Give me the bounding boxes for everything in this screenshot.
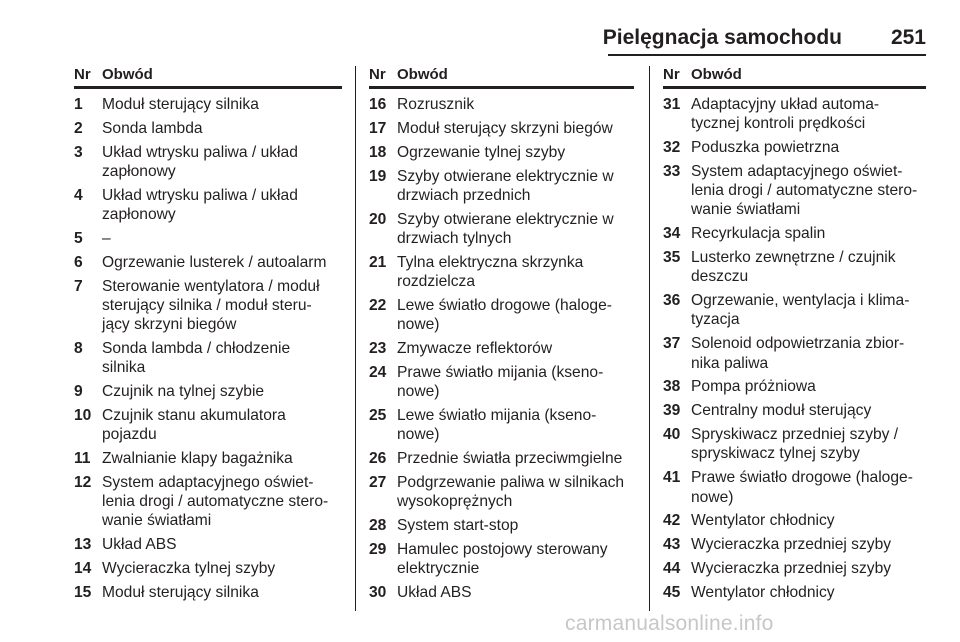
fuse-circuit-text: nowe) [397,316,440,334]
fuse-circuit-text: Spryskiwacz przedniej szyby / [691,426,899,444]
fuse-column-1 [74,66,342,602]
fuse-circuit-text: Rozrusznik [397,96,475,113]
fuse-list [369,95,634,602]
fuse-circuit-text: Szyby otwierane elektrycznie w [397,210,614,228]
fuse-circuit-text: Przednie światła przeciwmgielne [397,450,623,468]
fuse-circuit-text: tycznej kontroli prędkości [691,115,866,133]
watermark: carmanualsonline.info [565,612,774,635]
fuse-row [74,535,342,554]
fuse-row [74,95,342,114]
fuse-circuit-text: Ogrzewanie, wentylacja i klima- [691,292,910,310]
fuse-circuit-text: Solenoid odpowietrzania zbior- [691,335,905,353]
fuse-number: 23 [369,340,387,358]
fuse-circuit-text: rozdzielcza [397,273,475,291]
fuse-row [74,186,342,224]
fuse-row [74,253,342,272]
fuse-circuit-text: Lewe światło mijania (kseno- [397,407,597,425]
fuse-row [369,473,634,511]
fuse-number: 16 [369,96,387,113]
fuse-number: 36 [663,292,681,310]
fuse-number: 4 [74,186,83,204]
fuse-row [663,583,926,602]
fuse-circuit-text: wanie światłami [102,512,212,530]
fuse-row [663,468,926,506]
fuse-number: 37 [663,335,681,353]
fuse-number: 22 [369,296,387,314]
fuse-row [74,583,342,602]
page-header [0,22,926,60]
fuse-circuit-text: Sonda lambda / chłodzenie [102,340,291,358]
fuse-row [663,224,926,243]
fuse-number: 7 [74,277,83,295]
fuse-number: 12 [74,474,92,492]
fuse-circuit-text: Moduł sterujący silnika [102,96,259,113]
fuse-circuit-text: Recyrkulacja spalin [691,225,826,243]
fuse-number: 10 [74,407,92,425]
fuse-number: 8 [74,340,83,358]
fuse-number: 2 [74,119,83,137]
fuse-circuit-text: silnika [102,359,146,377]
fuse-circuit-text: spryskiwacz tylnej szyby [691,445,860,463]
fuse-circuit-text: nowe) [397,383,440,401]
fuse-circuit-text: Zmywacze reflektorów [397,340,553,358]
fuse-row [663,162,926,220]
fuse-row [369,363,634,401]
fuse-row [74,449,342,468]
fuse-number: 32 [663,139,681,157]
fuse-circuit-text: Wentylator chłodnicy [691,584,835,602]
fuse-circuit-text: Sterowanie wentylatora / moduł [102,277,320,295]
fuse-circuit-text: Ogrzewanie tylnej szyby [397,143,566,161]
fuse-circuit-text: Lusterko zewnętrzne / czujnik [691,249,896,267]
fuse-row [369,210,634,248]
fuse-number: 43 [663,536,681,554]
fuse-number: 5 [74,229,83,247]
fuse-circuit-text: pojazdu [102,426,157,444]
column-header-nr: Nr [663,66,680,83]
fuse-circuit-text: Prawe światło mijania (kseno- [397,363,604,381]
fuse-number: 28 [369,517,387,535]
fuse-row [369,583,634,602]
fuse-number: 42 [663,512,681,530]
fuse-circuit-text: Pompa próżniowa [691,378,816,396]
page-title: Pielęgnacja samochodu [602,26,842,49]
fuse-circuit-text: tyzacja [691,311,740,329]
fuse-row [74,143,342,181]
fuse-circuit-text: Hamulec postojowy sterowany [397,541,608,558]
fuse-circuit-text: Tylna elektryczna skrzynka [397,253,584,271]
fuse-number: 39 [663,402,681,420]
column-header-nr: Nr [74,66,91,83]
fuse-circuit-text: Czujnik na tylnej szybie [102,383,265,401]
fuse-circuit-text: Układ ABS [397,584,472,602]
fuse-row [663,559,926,578]
column-header-circuit: Obwód [691,66,742,83]
fuse-row [663,334,926,372]
page-number: 251 [890,26,926,49]
fuse-number: 6 [74,253,83,271]
fuse-number: 3 [74,143,83,161]
fuse-row [369,540,634,578]
fuse-row [369,296,634,334]
column-header [74,66,342,89]
fuse-row [369,119,634,138]
fuse-number: 25 [369,407,387,425]
fuse-number: 14 [74,560,92,578]
fuse-circuit-text: wanie światłami [691,201,801,219]
fuse-row [369,253,634,291]
fuse-number: 15 [74,584,92,602]
fuse-circuit-text: nowe) [691,488,734,506]
fuse-circuit-text: Lewe światło drogowe (haloge- [397,296,612,314]
fuse-circuit-text: Czujnik stanu akumulatora [102,407,286,425]
fuse-circuit-text: lenia drogi / automatyczne stero- [102,493,329,511]
fuse-list [663,95,926,602]
fuse-number: 27 [369,474,387,492]
fuse-row [74,277,342,335]
fuse-number: 18 [369,143,387,161]
fuse-number: 30 [369,584,387,602]
fuse-circuit-text: Układ wtrysku paliwa / układ [102,186,298,204]
fuse-number: 13 [74,536,92,554]
fuse-number: 29 [369,541,387,558]
fuse-row [663,401,926,420]
column-header [369,66,634,89]
fuse-number: 40 [663,426,681,444]
column-header-circuit: Obwód [397,66,448,83]
fuse-number: 19 [369,167,387,185]
fuse-circuit-text: System adaptacyjnego oświet- [691,162,903,180]
fuse-circuit-text: Centralny moduł sterujący [691,402,872,420]
column-header-nr: Nr [369,66,386,83]
fuse-circuit-text: drzwiach przednich [397,186,531,204]
fuse-row [663,535,926,554]
fuse-circuit-text: System adaptacyjnego oświet- [102,474,314,492]
fuse-circuit-text: wysokoprężnych [397,493,513,511]
fuse-number: 44 [663,560,681,578]
fuse-row [74,229,342,248]
fuse-circuit-text: lenia drogi / automatyczne stero- [691,182,918,200]
fuse-number: 34 [663,225,681,243]
fuse-number: 41 [663,469,681,487]
fuse-number: 31 [663,96,681,113]
fuse-circuit-text: Wentylator chłodnicy [691,512,835,530]
fuse-circuit-text: jący skrzyni biegów [102,316,237,334]
fuse-row [369,406,634,444]
fuse-row [369,143,634,162]
fuse-row [663,511,926,530]
fuse-number: 20 [369,210,387,228]
fuse-circuit-text: sterujący silnika / moduł steru- [102,296,312,314]
column-divider [649,66,650,611]
fuse-number: 38 [663,378,681,396]
fuse-row [663,291,926,329]
fuse-list [74,95,342,602]
fuse-row [74,339,342,377]
fuse-number: 26 [369,450,387,468]
fuse-circuit-text: Podgrzewanie paliwa w silnikach [397,474,625,492]
fuse-number: 11 [74,450,91,468]
fuse-row [74,119,342,138]
fuse-row [74,473,342,531]
fuse-number: 1 [74,96,83,113]
fuse-row [663,248,926,286]
fuse-number: 45 [663,584,681,602]
fuse-row [663,138,926,157]
fuse-circuit-text: drzwiach tylnych [397,229,512,247]
header-rule [608,54,926,56]
fuse-circuit-text: nowe) [397,426,440,444]
fuse-row [369,449,634,468]
fuse-circuit-text: elektrycznie [397,560,480,578]
fuse-circuit-text: zapłonowy [102,206,176,224]
fuse-row [369,516,634,535]
fuse-number: 9 [74,383,83,401]
fuse-circuit-text: Zwalnianie klapy bagażnika [102,450,293,468]
fuse-number: 24 [369,363,387,381]
fuse-row [663,95,926,133]
fuse-circuit-text: Sonda lambda [102,119,203,137]
fuse-circuit-text: Moduł sterujący skrzyni biegów [397,119,613,137]
fuse-row [369,339,634,358]
column-divider [355,66,356,611]
fuse-circuit-text: Układ wtrysku paliwa / układ [102,143,298,161]
fuse-circuit-text: Prawe światło drogowe (haloge- [691,469,913,487]
fuse-row [369,167,634,205]
fuse-row [663,377,926,396]
fuse-circuit-text: nika paliwa [691,354,769,372]
fuse-circuit-text: Moduł sterujący silnika [102,584,259,602]
fuse-row [74,382,342,401]
fuse-number: 21 [369,253,387,271]
fuse-circuit-text: Ogrzewanie lusterek / autoalarm [102,253,327,271]
fuse-number: 17 [369,119,387,137]
fuse-circuit-text: Układ ABS [102,536,177,554]
fuse-circuit-text: Wycieraczka przedniej szyby [691,560,892,578]
fuse-row [74,559,342,578]
fuse-number: 33 [663,162,681,180]
fuse-circuit-text: Wycieraczka przedniej szyby [691,536,892,554]
fuse-number: 35 [663,249,681,267]
fuse-row [663,425,926,463]
column-header-circuit: Obwód [102,66,153,83]
fuse-circuit-text: zapłonowy [102,162,176,180]
fuse-row [369,95,634,114]
fuse-column-2 [369,66,634,602]
fuse-circuit-text: deszczu [691,268,749,286]
fuse-circuit-text: Adaptacyjny układ automa- [691,96,880,113]
fuse-circuit-text: Wycieraczka tylnej szyby [102,560,276,578]
fuse-column-3 [663,66,926,602]
fuse-circuit-text: System start-stop [397,517,519,535]
fuse-circuit-text: – [102,229,111,247]
fuse-circuit-text: Poduszka powietrzna [691,139,840,157]
column-header [663,66,926,89]
fuse-row [74,406,342,444]
fuse-circuit-text: Szyby otwierane elektrycznie w [397,167,614,185]
